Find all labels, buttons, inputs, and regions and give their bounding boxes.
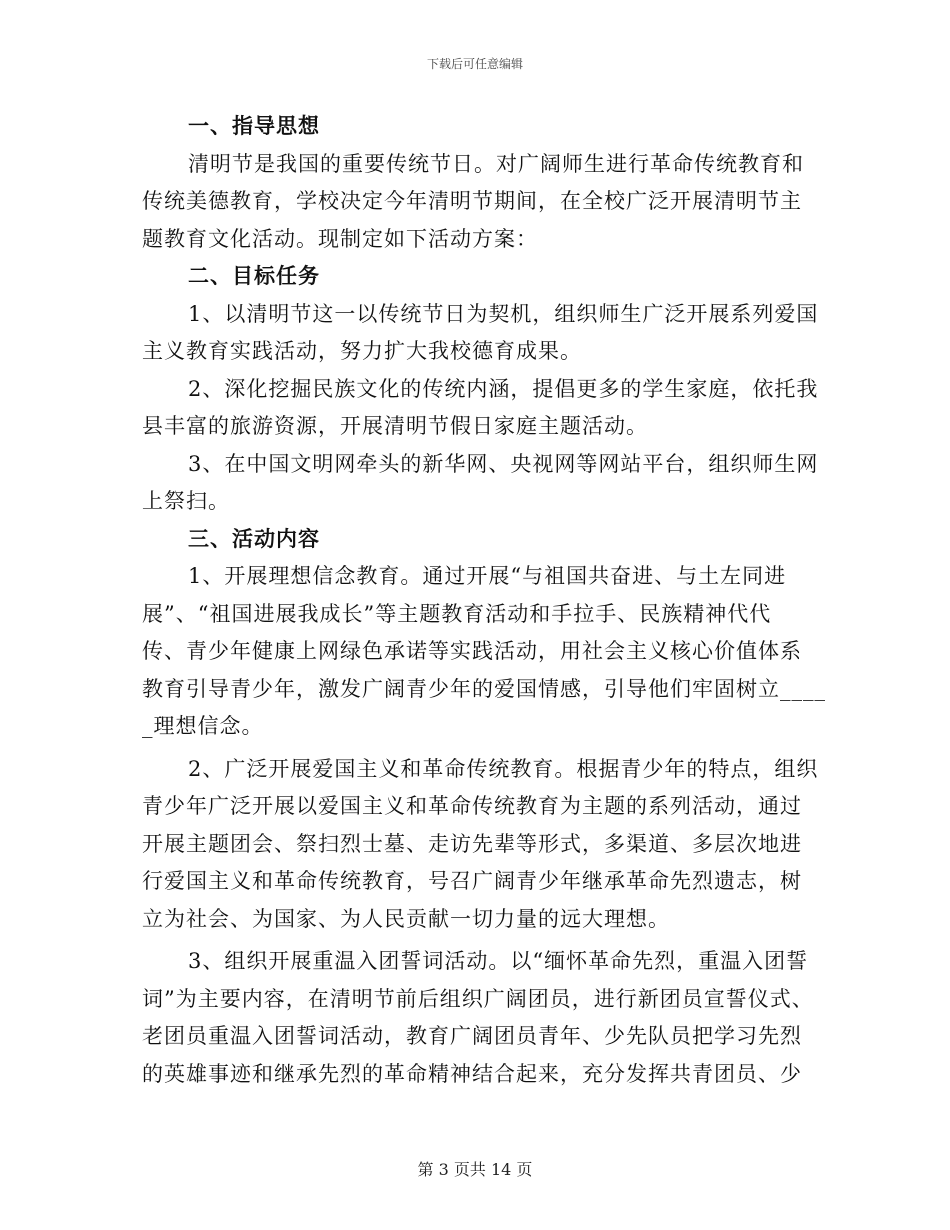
text-line: _理想信念。 — [142, 714, 264, 738]
text-line: 开展主题团会、祭扫烈士墓、走访先辈等形式，多渠道、多层次地进 — [142, 831, 802, 856]
section-heading: 二、目标任务 — [188, 264, 320, 288]
text-line: 传统美德教育，学校决定今年清明节期间，在全校广泛开展清明节主 — [142, 189, 802, 213]
text-line: 教育引导青少年，激发广阔青少年的爱国情感，引导他们牢固树立____ — [142, 676, 826, 701]
text-line: 清明节是我国的重要传统节日。对广阔师生进行革命传统教育和 — [188, 151, 804, 176]
page-footer: 第 3 页共 14 页 — [417, 1160, 533, 1179]
text-line: 上祭扫。 — [142, 489, 230, 513]
text-line: 行爱国主义和革命传统教育，号召广阔青少年继承革命先烈遗志，树 — [142, 869, 802, 893]
text-line: 展”、“祖国进展我成长”等主题教育活动和手拉手、民族精神代代 — [142, 601, 772, 626]
text-line: 题教育文化活动。现制定如下活动方案： — [142, 226, 538, 251]
text-line: 县丰富的旅游资源，开展清明节假日家庭主题活动。 — [142, 414, 648, 438]
text-line: 3、组织开展重温入团誓词活动。以“缅怀革命先烈，重温入团誓 — [188, 949, 809, 973]
text-line: 传、青少年健康上网绿色承诺等实践活动，用社会主义核心价值体系 — [142, 639, 802, 663]
text-line: 主义教育实践活动，努力扩大我校德育成果。 — [142, 339, 582, 363]
text-line: 1、以清明节这一以传统节日为契机，组织师生广泛开展系列爱国 — [188, 301, 819, 326]
page-header: 下载后可任意编辑 — [426, 57, 523, 71]
text-line: 2、广泛开展爱国主义和革命传统教育。根据青少年的特点，组织 — [188, 756, 819, 781]
text-line: 3、在中国文明网牵头的新华网、央视网等网站平台，组织师生网 — [188, 451, 819, 476]
section-heading: 一、指导思想 — [188, 114, 320, 138]
text-line: 1、开展理想信念教育。通过开展“与祖国共奋进、与土左同进 — [188, 564, 787, 588]
text-line: 老团员重温入团誓词活动，教育广阔团员青年、少先队员把学习先烈 — [142, 1024, 802, 1048]
text-line: 青少年广泛开展以爱国主义和革命传统教育为主题的系列活动，通过 — [142, 794, 802, 818]
text-line: 词”为主要内容，在清明节前后组织广阔团员，进行新团员宣誓仪式、 — [142, 986, 814, 1011]
section-heading: 三、活动内容 — [188, 526, 320, 551]
text-line: 2、深化挖掘民族文化的传统内涵，提倡更多的学生家庭，依托我 — [188, 376, 819, 401]
text-line: 的英雄事迹和继承先烈的革命精神结合起来，充分发挥共青团员、少 — [142, 1061, 802, 1086]
document-body — [142, 108, 826, 1093]
text-line: 立为社会、为国家、为人民贡献一切力量的远大理想。 — [142, 906, 670, 931]
